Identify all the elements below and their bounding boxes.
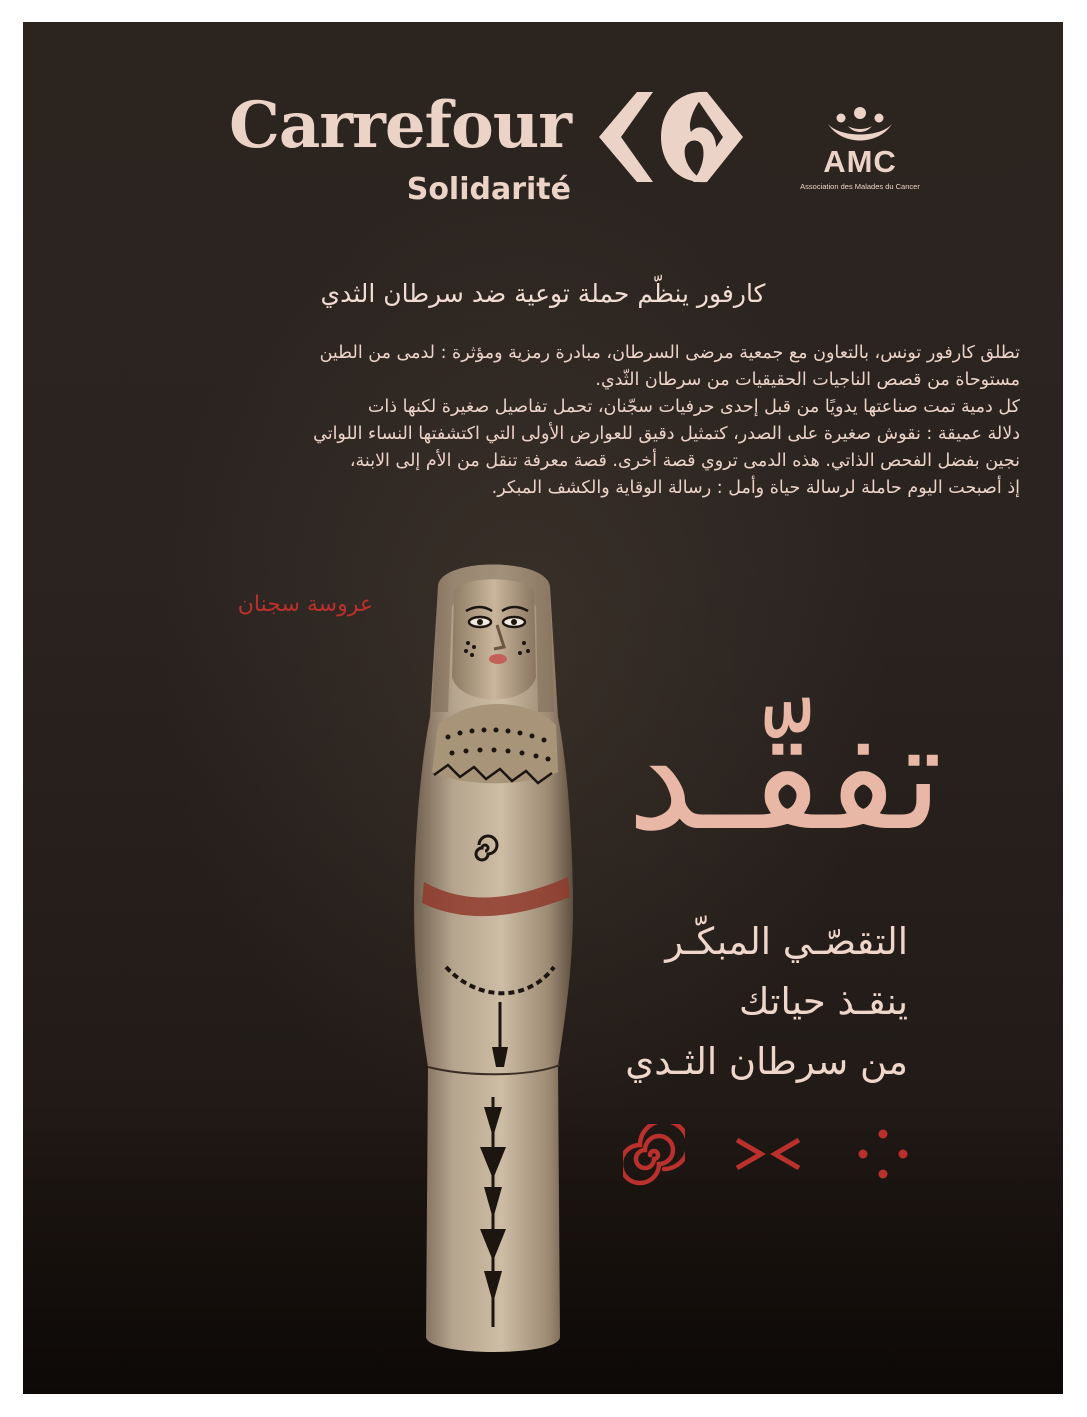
amc-name: AMC [823,144,897,179]
body-line: تطلق كارفور تونس، بالتعاون مع جمعية مرضى السرطان، مبادرة رمزية ومؤثرة : لدمى من الطين [319,343,1020,363]
carrefour-brand [171,88,571,218]
dots-motif-icon [855,1126,911,1182]
amc-tagline: Association des Malades du Cancer [800,182,920,191]
slogan [583,912,908,1092]
body-line: نجين بفضل الفحص الذاتي. هذه الدمى تروي قصة أخرى. قصة معرفة تنقل من الأم إلى الابنة، [349,451,1020,471]
body-line: إذ أصبحت اليوم حاملة لرسالة حياة وأمل : رسالة الوقاية والكشف المبكر. [491,478,1020,498]
brand-subtitle: Solidarité [406,172,571,207]
doll-caption: عروسة سجنان [237,592,373,617]
campaign-poster [23,22,1063,1394]
headline: كارفور ينظّم حملة توعية ضد سرطان الثدي [320,279,766,308]
spiral-motif-icon [623,1124,685,1186]
slogan-line: ينقـذ حياتك [739,980,908,1023]
brand-name: Carrefour [228,88,571,163]
body-line: مستوحاة من قصص الناجيات الحقيقيات من سرطان الثّدي. [595,370,1020,390]
slogan-line: من سرطان الثـدي [625,1040,908,1083]
body-line: دلالة عميقة : نقوش صغيرة على الصدر، كتمثيل دقيق للعوارض الأولى التي اكتشفتها النساء اللواتي [313,424,1020,444]
arrows-motif-icon [733,1134,803,1174]
amc-logo-icon [822,104,898,148]
body-paragraph [108,340,1020,502]
big-word: تفقّـد [626,690,943,864]
amc-logo [785,104,935,204]
slogan-line: التقصّـي المبكّـر [665,920,908,963]
carrefour-logo-icon [591,82,751,192]
clay-doll-image [368,547,618,1377]
body-line: كل دمية تمت صناعتها يدويًا من قبل إحدى حرفيات سجّنان، تحمل تفاصيل صغيرة لكنها ذات [367,397,1020,417]
